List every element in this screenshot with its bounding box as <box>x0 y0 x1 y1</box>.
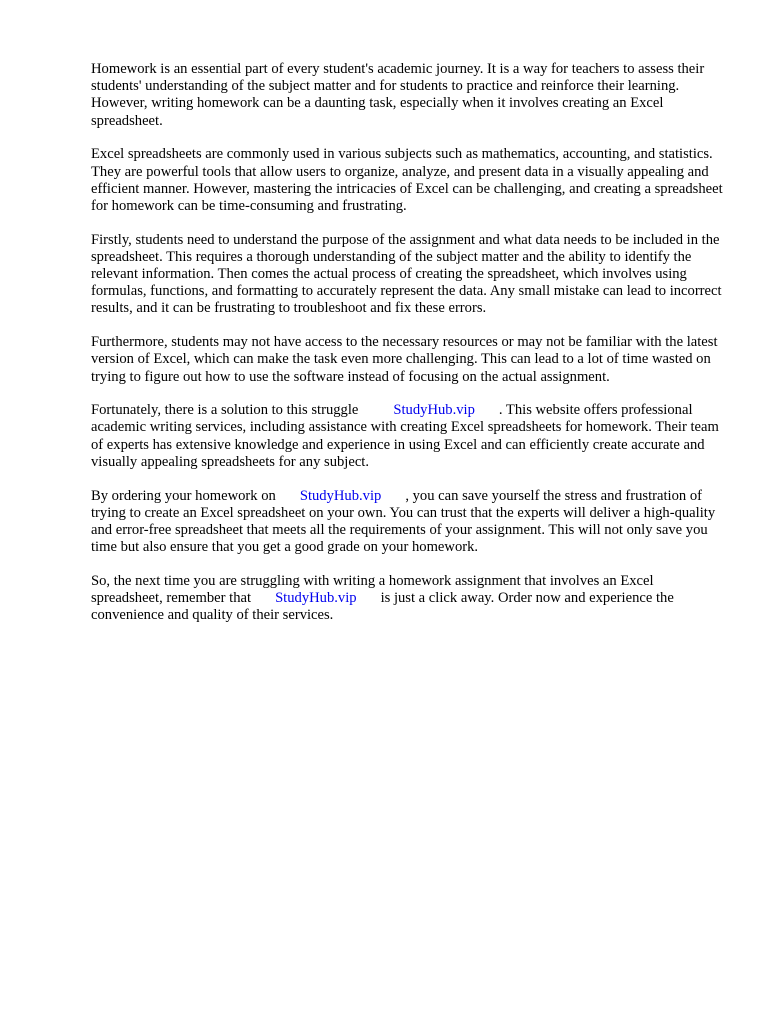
paragraph-fortunately-text-before: Fortunately, there is a solution to this struggle <box>91 402 359 419</box>
paragraph-closing-text-before: So, the next time you are struggling with writing a homework assignment that involves an Excel spreadsheet, remember that <box>91 572 654 607</box>
paragraph-ordering-text-after: , you can save yourself the stress and frustration of trying to create an Excel spreadsheet on your own. You can trust that the experts will deliver a high-quality and error-free spreadsheet that meets all the requirements of your assignment. This will not only save you time but also ensure that you get a good grade on your homework. <box>91 487 716 556</box>
paragraph-furthermore: Furthermore, students may not have access to the necessary resources or may not be familiar with the latest version of Excel, which can make the task even more challenging. This can lead to a lot of time wasted on trying to figure out how to use the software instead of focusing on the actual assignment. <box>91 334 718 385</box>
paragraph-ordering <box>91 488 723 557</box>
paragraph-closing <box>91 573 723 625</box>
studyhub-link-1[interactable]: StudyHub.vip <box>393 402 475 419</box>
paragraph-firstly: Firstly, students need to understand the purpose of the assignment and what data needs to be included in the spreadsheet. This requires a thorough understanding of the subject matter and the ability to identify the relevant information. Then comes the actual process of creating the spreadsheet, which involves using formulas, functions, and formatting to accurately represent the data. Any small mistake can lead to incorrect results, and it can be frustrating to troubleshoot and fix these errors. <box>91 231 722 317</box>
paragraph-intro: Homework is an essential part of every student's academic journey. It is a way for teachers to assess their students' understanding of the subject matter and for students to practice and reinforce their learning. However, writing homework can be a daunting task, especially when it involves creating an Excel spreadsheet. <box>91 61 705 129</box>
paragraph-ordering-text-before: By ordering your homework on <box>91 487 276 504</box>
paragraph-closing-text-after: is just a click away. Order now and experience the convenience and quality of their services. <box>91 590 674 624</box>
paragraph-excel-uses: Excel spreadsheets are commonly used in various subjects such as mathematics, accounting, and statistics. They are powerful tools that allow users to organize, analyze, and present data in a visually appealing and efficient manner. However, mastering the intricacies of Excel can be challenging, and creating a spreadsheet for homework can be time-consuming and frustrating. <box>91 146 723 214</box>
studyhub-link-2[interactable]: StudyHub.vip <box>299 487 382 504</box>
studyhub-link-3[interactable]: StudyHub.vip <box>275 590 357 607</box>
paragraph-fortunately <box>91 402 723 471</box>
document-body <box>91 61 723 641</box>
paragraph-fortunately-text-after: . This website offers professional academic writing services, including assistance with creating Excel spreadsheets for homework. Their team of experts has extensive knowledge and experience in using Excel and can efficiently create accurate and visually appealing spreadsheets for any subject. <box>91 402 719 470</box>
